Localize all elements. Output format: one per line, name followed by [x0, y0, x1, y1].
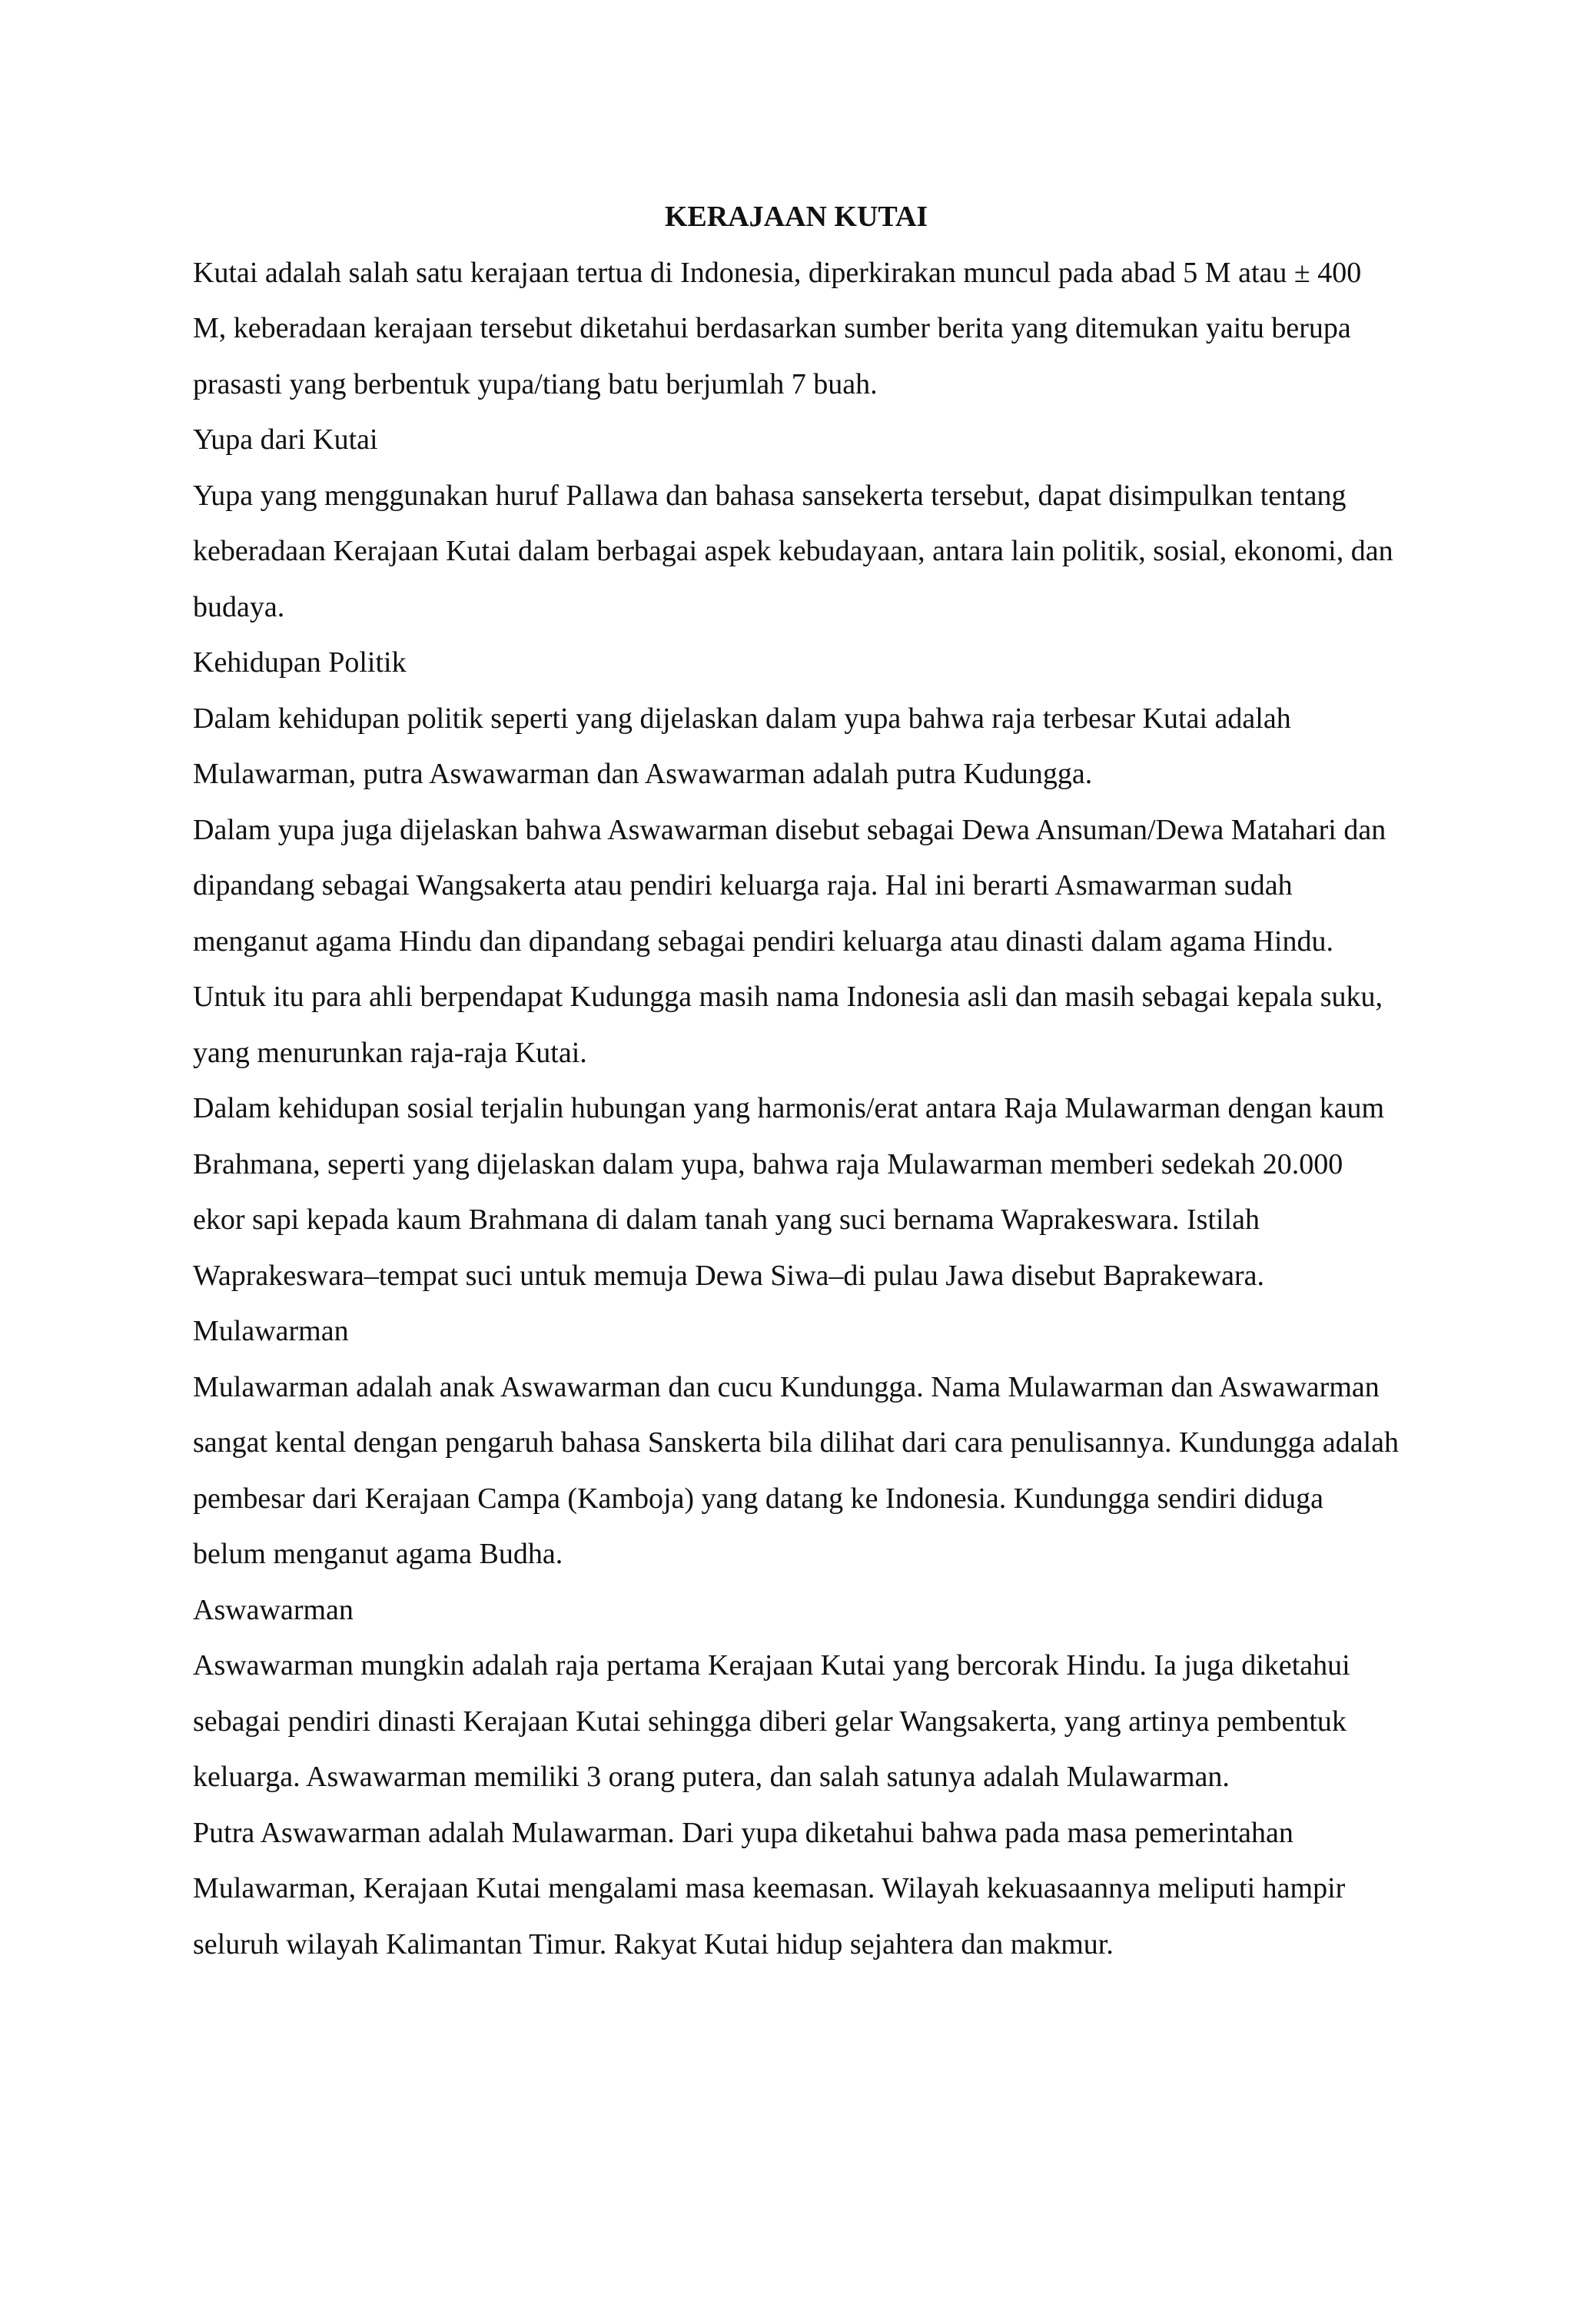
- paragraph-yupa: Yupa yang menggunakan huruf Pallawa dan bahasa sansekerta tersebut, dapat disimpulkan tentang keberadaan Kerajaan Kutai dalam berbagai aspek kebudayaan, antara lain politik, sosial, ekonomi, dan budaya.: [193, 479, 1393, 623]
- heading-kehidupan-politik: Kehidupan Politik: [193, 646, 407, 679]
- paragraph-aswawarman: Aswawarman mungkin adalah raja pertama Kerajaan Kutai yang bercorak Hindu. Ia juga diketahui sebagai pendiri dinasti Kerajaan Kutai sehingga diberi gelar Wangsakerta, yang artinya pembentuk keluarga. Aswawarman memiliki 3 orang putera, dan salah satunya adalah Mulawarman.: [193, 1649, 1350, 1793]
- paragraph-mulawarman: Mulawarman adalah anak Aswawarman dan cucu Kundungga. Nama Mulawarman dan Aswawarman sangat kental dengan pengaruh bahasa Sanskerta bila dilihat dari cara penulisannya. Kundungga adalah pembesar dari Kerajaan Campa (Kamboja) yang datang ke Indonesia. Kundungga sendiri diduga belum menganut agama Budha.: [193, 1370, 1400, 1570]
- document-title: KERAJAAN KUTAI: [664, 201, 928, 233]
- heading-yupa-dari-kutai: Yupa dari Kutai: [193, 423, 378, 456]
- paragraph-kehidupan-sosial: Dalam kehidupan sosial terjalin hubungan yang harmonis/erat antara Raja Mulawarman dengan kaum Brahmana, seperti yang dijelaskan dalam yupa, bahwa raja Mulawarman memberi sedekah 20.000 ekor sapi kepada kaum Brahmana di dalam tanah yang suci bernama Waprakeswara. Istilah Waprakeswara–tempat suci untuk memuja Dewa Siwa–di pulau Jawa disebut Baprakewara.: [193, 1092, 1385, 1292]
- heading-mulawarman: Mulawarman: [193, 1315, 349, 1347]
- heading-aswawarman: Aswawarman: [193, 1593, 354, 1626]
- paragraph-dewa-ansuman: Dalam yupa juga dijelaskan bahwa Aswawarman disebut sebagai Dewa Ansuman/Dewa Matahari dan dipandang sebagai Wangsakerta atau pendiri keluarga raja. Hal ini berarti Asmawarman sudah menganut agama Hindu dan dipandang sebagai pendiri keluarga atau dinasti dalam agama Hindu. Untuk itu para ahli berpendapat Kudungga masih nama Indonesia asli dan masih sebagai kepala suku, yang menurunkan raja-raja Kutai.: [193, 813, 1386, 1069]
- paragraph-politik: Dalam kehidupan politik seperti yang dijelaskan dalam yupa bahwa raja terbesar Kutai adalah Mulawarman, putra Aswawarman dan Aswawarman adalah putra Kudungga.: [193, 702, 1291, 790]
- document-body: [193, 189, 1400, 1972]
- paragraph-intro: Kutai adalah salah satu kerajaan tertua di Indonesia, diperkirakan muncul pada abad 5 M atau ± 400 M, keberadaan kerajaan tersebut diketahui berdasarkan sumber berita yang ditemukan yaitu berupa prasasti yang berbentuk yupa/tiang batu berjumlah 7 buah.: [193, 256, 1362, 400]
- paragraph-putra-aswawarman: Putra Aswawarman adalah Mulawarman. Dari yupa diketahui bahwa pada masa pemerintahan Mulawarman, Kerajaan Kutai mengalami masa keemasan. Wilayah kekuasaannya meliputi hampir seluruh wilayah Kalimantan Timur. Rakyat Kutai hidup sejahtera dan makmur.: [193, 1816, 1346, 1960]
